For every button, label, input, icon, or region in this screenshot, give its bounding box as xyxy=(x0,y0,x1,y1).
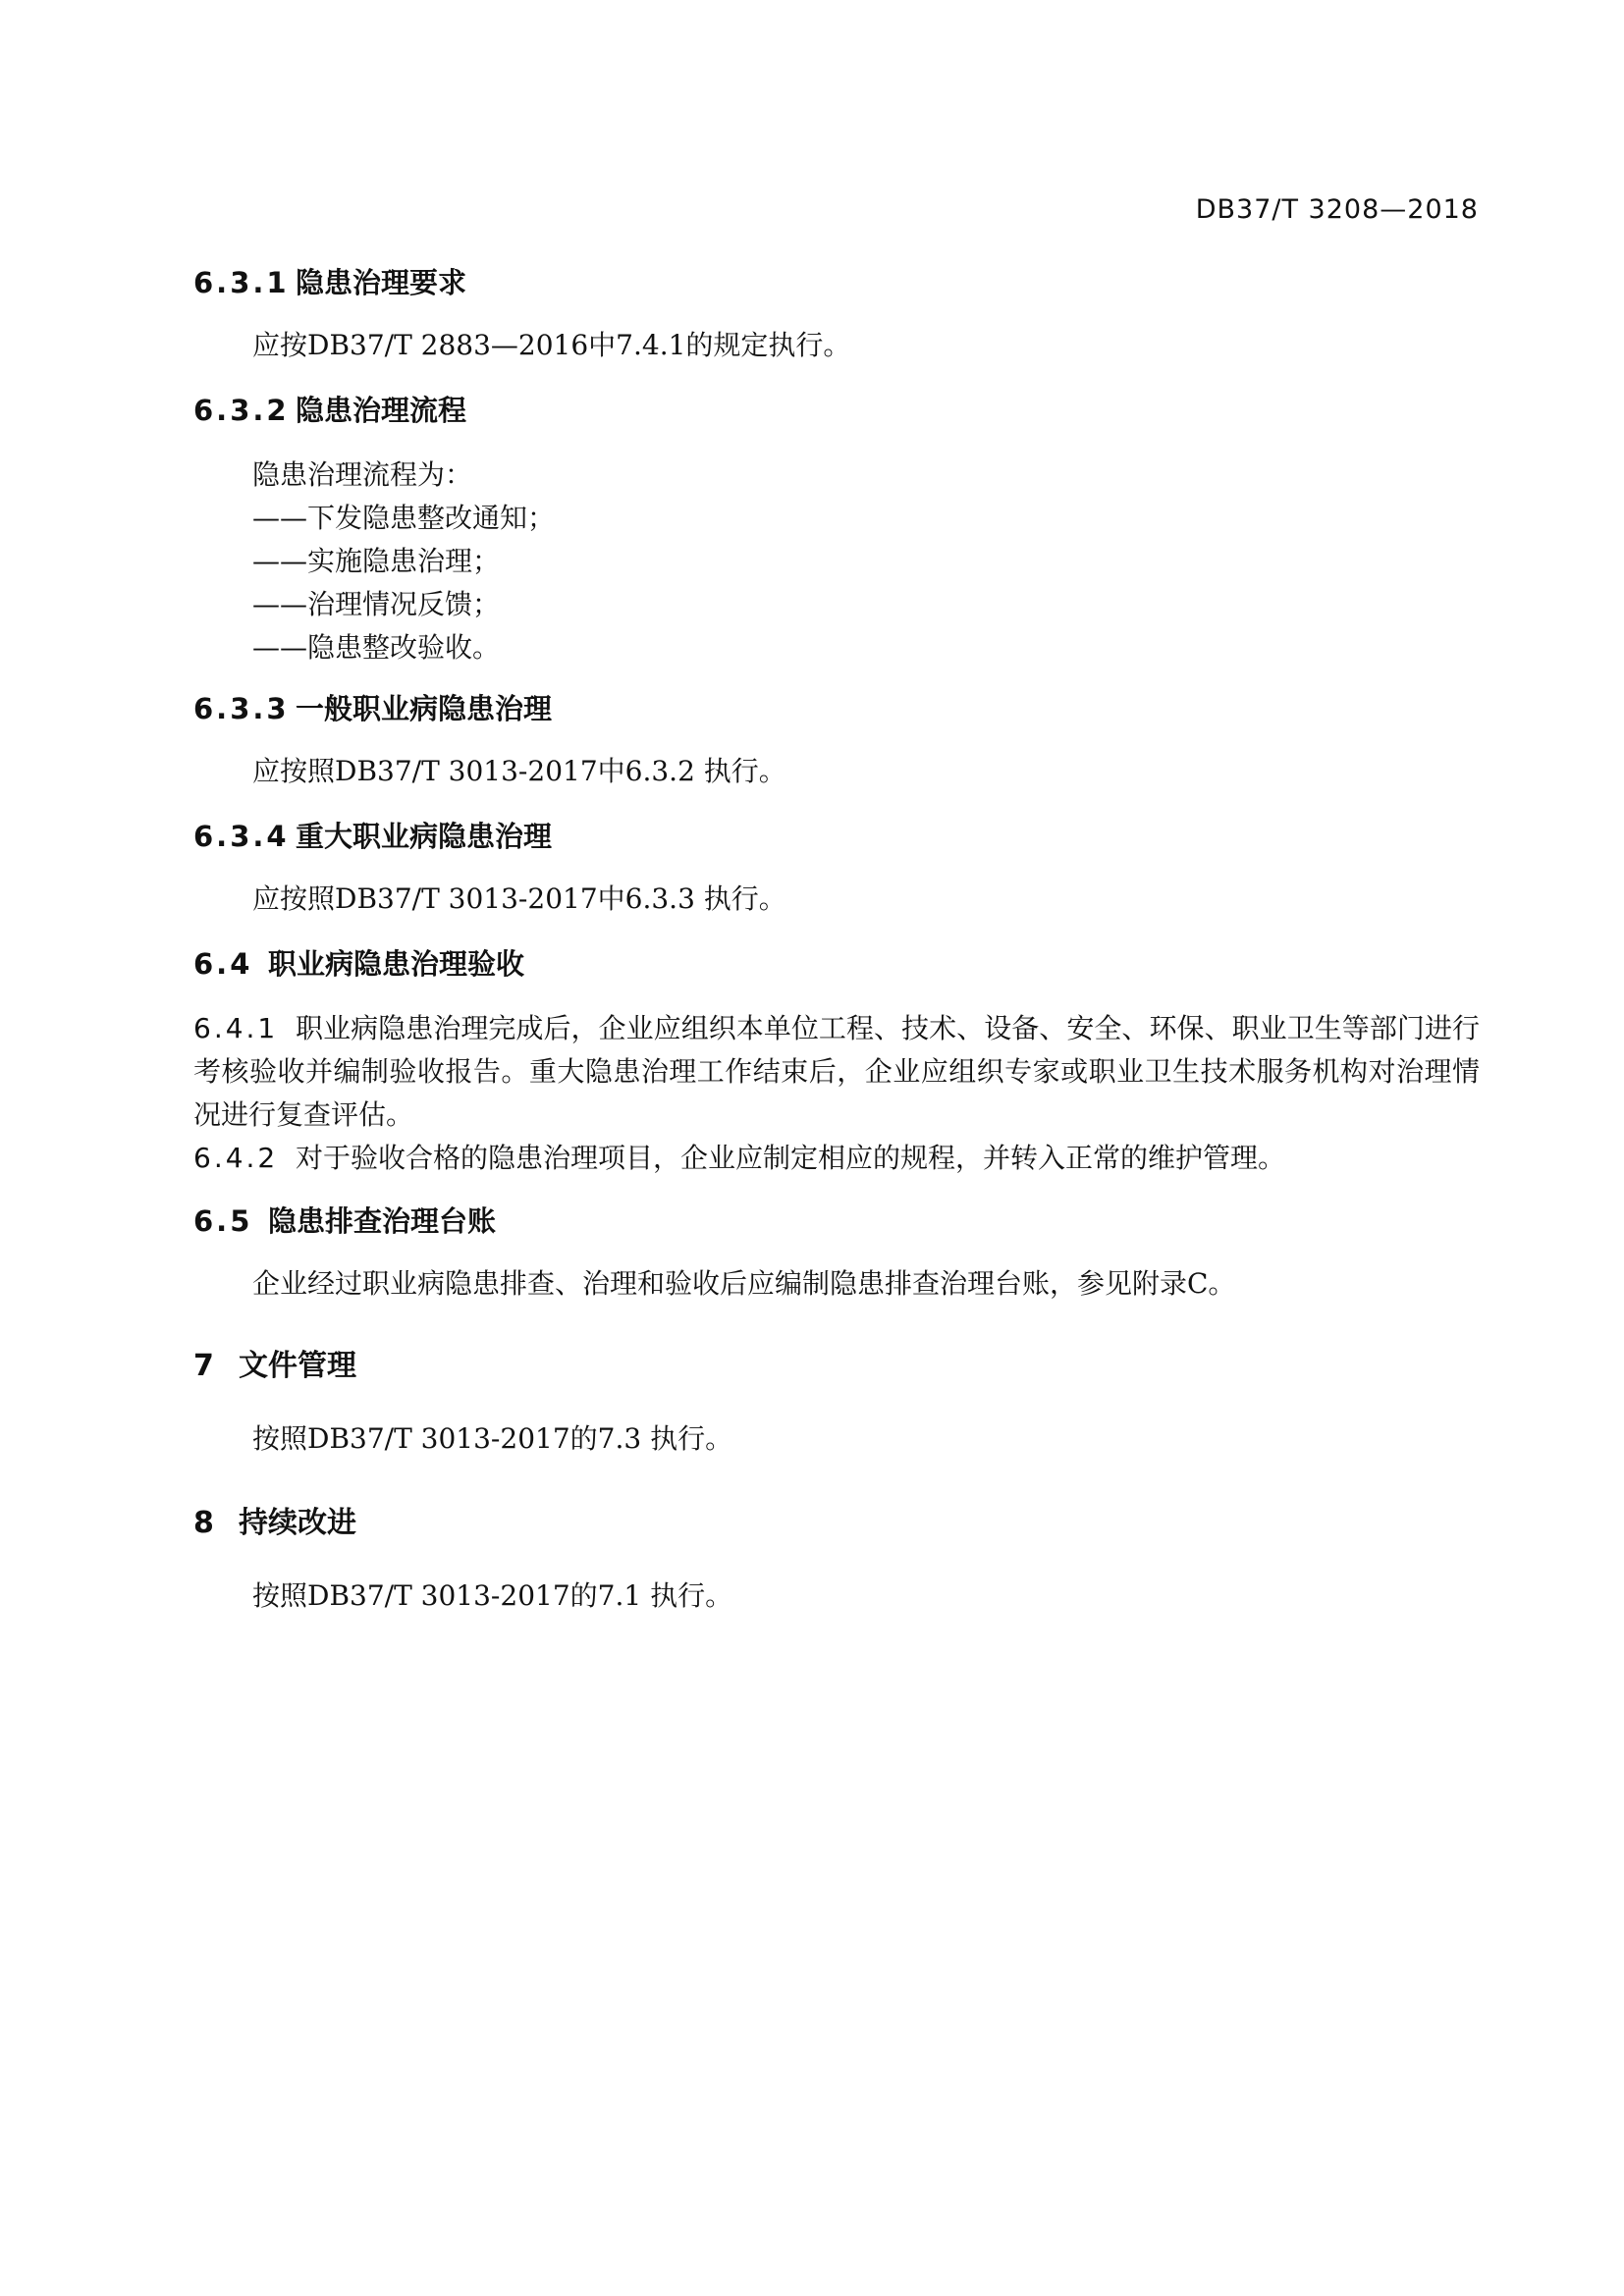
section-title: 隐患治理流程 xyxy=(296,394,467,427)
section-6-3-4-heading xyxy=(193,817,1480,856)
section-6-3-3-heading xyxy=(193,689,1480,728)
list-item: ——下发隐患整改通知； xyxy=(252,502,556,534)
section-title: 一般职业病隐患治理 xyxy=(296,692,553,725)
chapter-number: 7 xyxy=(193,1349,214,1383)
section-title: 重大职业病隐患治理 xyxy=(296,820,553,853)
section-number: 6.3.1 xyxy=(193,266,290,299)
section-number: 6.3.4 xyxy=(193,820,290,853)
paragraph-text: 对于验收合格的隐患治理项目，企业应制定相应的规程，并转入正常的维护管理。 xyxy=(296,1142,1286,1174)
section-6-3-2-heading xyxy=(193,391,1480,430)
section-number: 6.3.2 xyxy=(193,394,290,427)
chapter-7-body: 按照DB37/T 3013-2017的7.3 执行。 xyxy=(252,1422,733,1455)
list-item: ——实施隐患治理； xyxy=(252,545,501,577)
section-number: 6.5 xyxy=(193,1204,253,1238)
section-title: 职业病隐患治理验收 xyxy=(268,947,525,981)
document-body xyxy=(193,263,1480,1616)
chapter-7-heading xyxy=(193,1345,1480,1388)
section-number: 6.4.2 xyxy=(193,1142,279,1174)
chapter-title: 文件管理 xyxy=(239,1349,356,1383)
chapter-8-body: 按照DB37/T 3013-2017的7.1 执行。 xyxy=(252,1579,733,1612)
section-6-4-1-paragraph xyxy=(193,1007,1480,1137)
process-list xyxy=(193,497,1480,669)
section-6-3-1-body: 应按DB37/T 2883—2016中7.4.1的规定执行。 xyxy=(252,329,851,361)
section-6-5-body: 企业经过职业病隐患排查、治理和验收后应编制隐患排查治理台账，参见附录C。 xyxy=(252,1267,1236,1300)
section-number: 6.4 xyxy=(193,947,253,981)
chapter-title: 持续改进 xyxy=(239,1506,356,1540)
section-6-3-3-body: 应按照DB37/T 3013-2017中6.3.2 执行。 xyxy=(252,755,786,787)
section-title: 隐患治理要求 xyxy=(296,266,467,299)
chapter-number: 8 xyxy=(193,1506,214,1540)
list-item: ——隐患整改验收。 xyxy=(252,631,501,664)
paragraph-text: 职业病隐患治理完成后，企业应组织本单位工程、技术、设备、安全、环保、职业卫生等部门进行考核验收并编制验收报告。重大隐患治理工作结束后，企业应组织专家或职业卫生技术服务机构对治理情况进行复查评估。 xyxy=(193,1012,1480,1131)
document-code-header: DB37/T 3208—2018 xyxy=(1195,194,1479,225)
section-6-4-heading xyxy=(193,944,1480,984)
section-number: 6.4.1 xyxy=(193,1012,279,1044)
section-number: 6.3.3 xyxy=(193,692,290,725)
list-item: ——治理情况反馈； xyxy=(252,588,501,620)
section-6-3-2-intro: 隐患治理流程为： xyxy=(252,458,473,491)
section-6-3-1-heading xyxy=(193,263,1480,302)
section-6-5-heading xyxy=(193,1201,1480,1241)
section-title: 隐患排查治理台账 xyxy=(268,1204,497,1238)
section-6-4-2-paragraph xyxy=(193,1137,1480,1180)
chapter-8-heading xyxy=(193,1502,1480,1545)
section-6-3-4-body: 应按照DB37/T 3013-2017中6.3.3 执行。 xyxy=(252,882,786,915)
